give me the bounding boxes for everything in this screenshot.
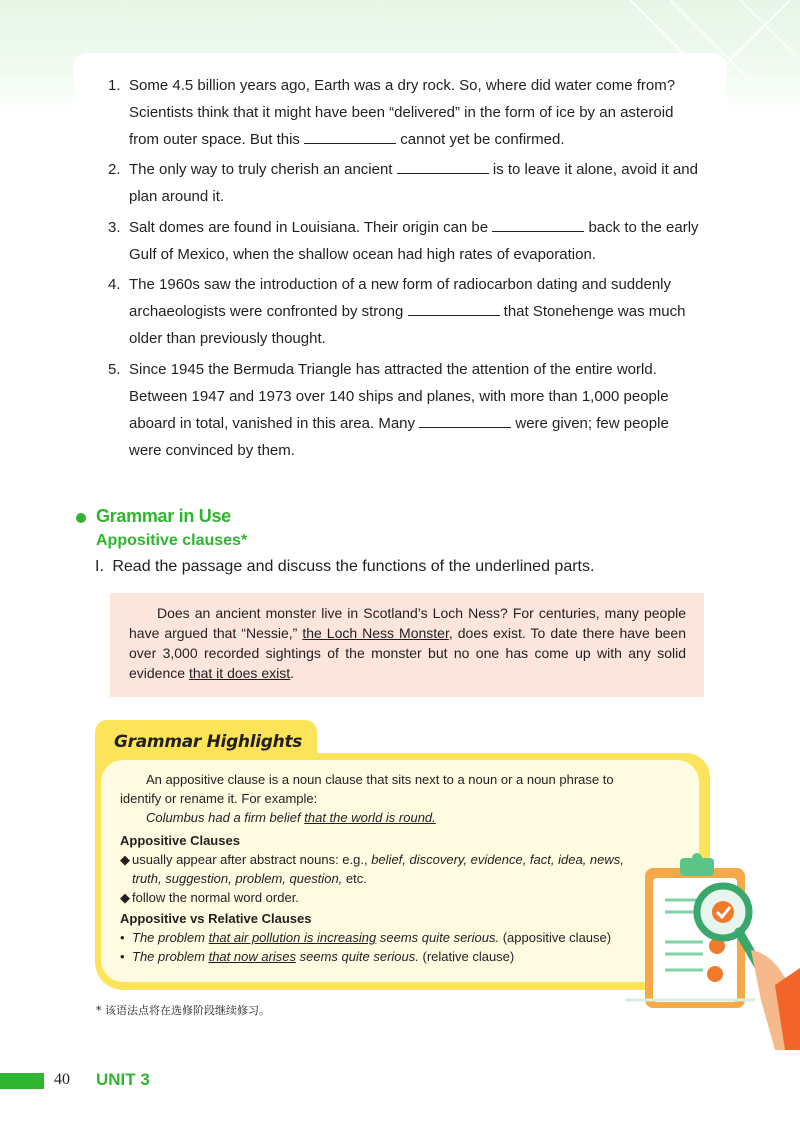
question-text: were convinced by them. — [129, 442, 295, 459]
section-bullet-icon — [76, 513, 86, 523]
answer-blank[interactable] — [408, 301, 500, 316]
reading-passage — [110, 593, 704, 697]
question-text: cannot yet be confirmed. — [400, 131, 565, 148]
subheading: Appositive vs Relative Clauses — [120, 911, 312, 926]
example-underlined: that air pollution is increasing — [208, 930, 377, 945]
subheading: Appositive Clauses — [120, 833, 240, 848]
appositive-clauses-section — [120, 831, 680, 907]
question-number: 5. — [108, 361, 121, 378]
question-text: plan around it. — [129, 188, 225, 205]
dot-bullet-icon: • — [120, 949, 125, 964]
question-text: archaeologists were confronted by strong — [129, 303, 404, 320]
intro-text: identify or rename it. For example: — [120, 791, 318, 806]
section-subtitle: Appositive clauses* — [96, 532, 248, 549]
page-number: 40 — [54, 1071, 70, 1088]
question-text: were given; few people — [515, 415, 669, 432]
question-text: Gulf of Mexico, when the shallow ocean had high rates of evaporation. — [129, 246, 596, 263]
question-number: 1. — [108, 77, 121, 94]
underlined-phrase: the Loch Ness Monster — [302, 625, 449, 641]
unit-label: UNIT 3 — [96, 1070, 150, 1089]
footnote: * 该语法点将在选修阶段继续修习。 — [96, 1004, 270, 1017]
answer-blank[interactable] — [492, 217, 584, 232]
question-1 — [108, 72, 708, 153]
clause-type: (relative clause) — [418, 949, 515, 964]
question-text: Some 4.5 billion years ago, Earth was a dry rock. So, where did water come from? — [129, 77, 676, 94]
question-text: aboard in total, vanished in this area. Many — [129, 415, 416, 432]
instruction-text: Read the passage and discuss the functions of the underlined parts. — [112, 558, 595, 575]
question-text: that Stonehenge was much — [503, 303, 686, 320]
example-text: The problem — [132, 930, 209, 945]
question-text: The only way to truly cherish an ancient — [129, 161, 393, 178]
question-3 — [108, 214, 708, 268]
bullet-text: usually appear after abstract nouns: e.g., — [132, 852, 372, 867]
example-underlined: that now arises — [208, 949, 297, 964]
instruction — [95, 558, 594, 576]
question-text: Salt domes are found in Louisiana. Their origin can be — [129, 219, 489, 236]
question-text: The 1960s saw the introduction of a new form of radiocarbon dating and suddenly — [129, 276, 672, 293]
relative-clauses-section — [120, 909, 680, 966]
question-text: Since 1945 the Bermuda Triangle has attracted the attention of the entire world. — [129, 361, 657, 378]
underlined-phrase: that it does exist — [188, 665, 291, 681]
answer-blank[interactable] — [304, 129, 396, 144]
question-text: Scientists think that it might have been “delivered” in the form of ice by an asteroid — [129, 104, 674, 121]
passage-text: , does exist. To date there have been over 3,000 recorded sightings of the monster but no one has come up with any solid evidence — [129, 625, 686, 681]
highlights-title: Grammar Highlights — [114, 732, 303, 752]
answer-blank[interactable] — [397, 159, 489, 174]
footer-bar — [0, 1073, 44, 1089]
clipboard-magnifier-icon — [625, 850, 800, 1050]
question-text: Between 1947 and 1973 over 140 ships and planes, with more than 1,000 people — [129, 388, 669, 405]
example-text: seems quite serious. — [376, 930, 500, 945]
question-text: back to the early — [588, 219, 699, 236]
intro-text: An appositive clause is a noun clause that sits next to a noun or a noun phrase to — [146, 772, 614, 787]
example-text: The problem — [132, 949, 209, 964]
question-number: 2. — [108, 161, 121, 178]
bullet-italic: truth, suggestion, problem, question, — [132, 871, 343, 886]
dot-bullet-icon: • — [120, 930, 125, 945]
question-text: older than previously thought. — [129, 330, 326, 347]
passage-text: . — [290, 665, 294, 681]
question-text: is to leave it alone, avoid it and — [492, 161, 698, 178]
question-2 — [108, 156, 708, 210]
highlights-intro — [120, 770, 680, 827]
example-text: seems quite serious. — [296, 949, 419, 964]
clause-type: (appositive clause) — [499, 930, 612, 945]
bullet-text: etc. — [342, 871, 367, 886]
instruction-number: I. — [95, 558, 104, 575]
example-text: Columbus had a firm belief — [146, 810, 305, 825]
passage-text: Does an ancient monster live in Scotland’s Loch Ness? For centuries, many people have argued that “Nessie,” — [129, 605, 686, 641]
diamond-bullet-icon: ◆ — [120, 852, 130, 867]
section-title: Grammar in Use — [96, 506, 231, 526]
bullet-text: follow the normal word order. — [132, 890, 299, 905]
bullet-italic: belief, discovery, evidence, fact, idea, news, — [371, 852, 624, 867]
example-underlined: that the world is round. — [304, 810, 436, 825]
question-number: 4. — [108, 276, 121, 293]
answer-blank[interactable] — [419, 413, 511, 428]
question-5 — [108, 356, 708, 464]
question-4 — [108, 271, 708, 352]
question-text: from outer space. But this — [129, 131, 300, 148]
question-number: 3. — [108, 219, 121, 236]
diamond-bullet-icon: ◆ — [120, 890, 130, 905]
